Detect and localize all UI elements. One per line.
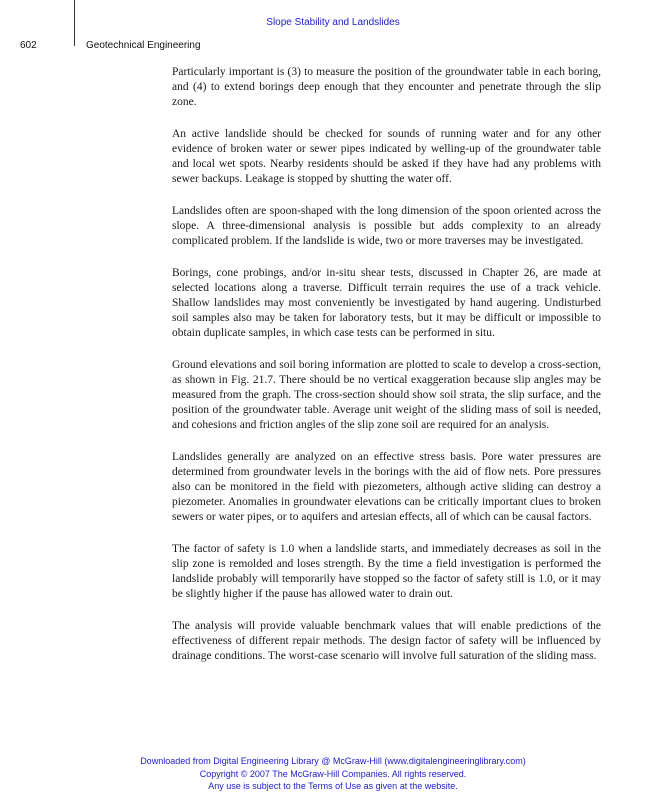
paragraph: Particularly important is (3) to measure the position of the groundwater table in each boring, and (4) to extend borings deep enough that they encounter and penetrate through the slip zone. — [172, 66, 601, 108]
page-number: 602 — [20, 40, 37, 51]
paragraph: The factor of safety is 1.0 when a landslide starts, and immediately decreases as soil in the slip zone is remolded and loses strength. By the time a field investigation is performed the landslide probably will temporarily have stopped so the factor of safety still is 1.0, or it may be slightly higher if the pause has allowed water to drain out. — [172, 543, 601, 600]
paragraph: An active landslide should be checked for sounds of running water and for any other evidence of broken water or sewer pipes indicated by welling-up of the groundwater table and local wet spots. Nearby residents should be asked if they have had any problems with sewer backups. Leakage is stopped by shutting the water off. — [172, 128, 601, 185]
paragraph: Ground elevations and soil boring information are plotted to scale to develop a cross-section, as shown in Fig. 21.7. There should be no vertical exaggeration because slip angles may be measured from the graph. The cross-section should show soil strata, the slip surface, and the position of the groundwater table. Average unit weight of the sliding mass of soil is needed, and cohesions and friction angles of the slip zone soil are required for an analysis. — [172, 359, 601, 431]
footer-download-link[interactable]: Downloaded from Digital Engineering Library @ McGraw-Hill (www.digitalengineeringlibrary.com) — [140, 756, 526, 766]
running-title[interactable]: Slope Stability and Landslides — [266, 17, 400, 28]
footer — [0, 755, 666, 793]
page-header — [20, 40, 201, 51]
footer-copyright[interactable]: Copyright © 2007 The McGraw-Hill Companies. All rights reserved. — [199, 768, 467, 779]
paragraph: Landslides generally are analyzed on an effective stress basis. Pore water pressures are determined from groundwater levels in the borings with the aid of flow nets. Pore pressures also can be monitored in the field with piezometers, although active sliding can destroy a piezometer. Anomalies in groundwater elevations can be critically important clues to broken sewers or water pipes, or to aquifers and artesian effects, all of which can be causal factors. — [172, 451, 601, 523]
paragraph: Landslides often are spoon-shaped with the long dimension of the spoon oriented across the slope. A three-dimensional analysis is possible but adds complexity to an already complicated problem. If the landslide is wide, two or more traverses may be investigated. — [172, 205, 601, 247]
book-title: Geotechnical Engineering — [86, 40, 201, 51]
paragraph: Borings, cone probings, and/or in-situ shear tests, discussed in Chapter 26, are made at selected locations along a traverse. Difficult terrain requires the use of a track vehicle. Shallow landslides may most conveniently be investigated by hand augering. Undisturbed soil samples also may be taken for laboratory tests, but it may be difficult or impossible to obtain duplicate samples, in which case tests can be performed in situ. — [172, 267, 601, 339]
footer-terms-link[interactable]: Any use is subject to the Terms of Use as given at the website. — [208, 781, 458, 791]
paragraph: The analysis will provide valuable benchmark values that will enable predictions of the effectiveness of different repair methods. The design factor of safety will be influenced by drainage conditions. The worst-case scenario will involve full saturation of the sliding mass. — [172, 620, 601, 662]
body-text — [172, 65, 601, 681]
